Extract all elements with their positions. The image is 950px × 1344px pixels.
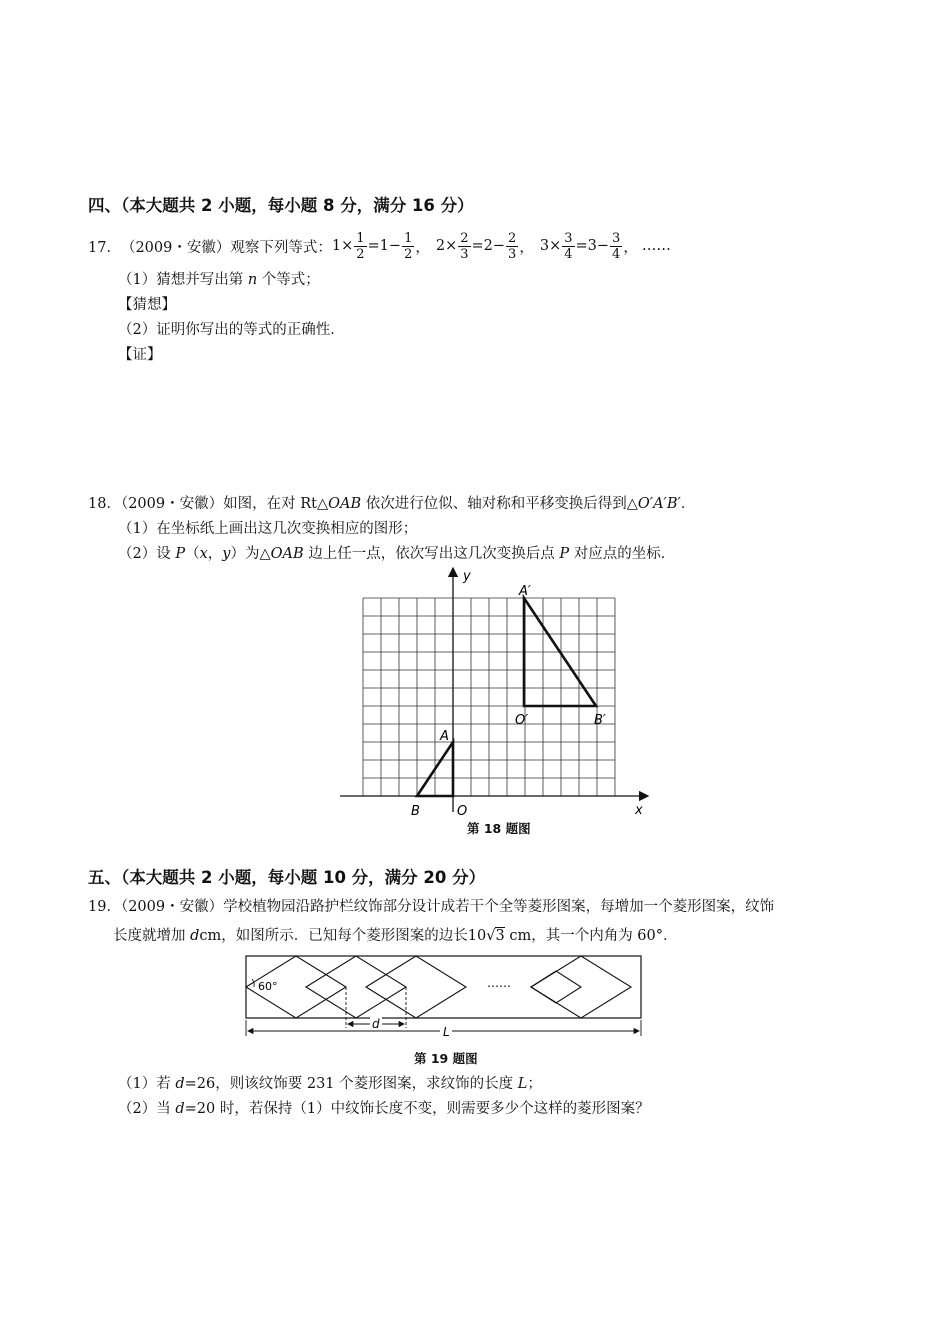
- q17-answer1-label: 【猜想】: [118, 297, 176, 313]
- rhombus: [306, 956, 406, 1018]
- section-5-title: 五、（本大题共 2 小题，每小题 10 分，满分 20 分）: [88, 868, 486, 887]
- point-A-label: A: [440, 729, 449, 744]
- q18-part2: （2）设 P（x，y）为△OAB 边上任一点，依次写出这几次变换后点 P 对应点的坐标．: [118, 546, 676, 562]
- q19-stem-line2: 长度就增加 dcm，如图所示．已知每个菱形图案的边长10√3 cm，其一个内角为 60°．: [113, 928, 678, 944]
- rhombi: [246, 956, 631, 1018]
- rhombus: [531, 971, 581, 1003]
- L-label: L: [443, 1025, 450, 1039]
- figure-18-caption: 第 18 题图: [467, 821, 531, 836]
- q17-stem: [88, 228, 671, 264]
- equation-2: 2 × $\frac{2}{3}$ =2− $\frac{2}{3}$ ，: [435, 230, 534, 262]
- point-O-label: O: [457, 804, 468, 819]
- ellipsis: ……: [641, 238, 671, 254]
- q19-part1: （1）若 d=26，则该纹饰要 231 个菱形图案，求纹饰的长度 L；: [118, 1076, 542, 1092]
- section-4-title: 四、（本大题共 2 小题，每小题 8 分，满分 16 分）: [88, 196, 474, 215]
- continuation-dots: ……: [487, 976, 511, 990]
- point-B-label: B: [411, 804, 420, 819]
- coordinate-grid-figure: [330, 562, 660, 820]
- q18-stem: 18．（2009・安徽）如图，在对 Rt△OAB 依次进行位似、轴对称和平移变换后得到△O′A′B′．: [88, 496, 696, 512]
- q18-part1: （1）在坐标纸上画出这几次变换相应的图形；: [118, 521, 418, 537]
- y-axis-label: y: [463, 569, 471, 584]
- q17-answer2-label: 【证】: [118, 347, 162, 363]
- grid-lines: [363, 598, 615, 796]
- q17-part1: （1）猜想并写出第 n 个等式；: [118, 272, 320, 288]
- q17-source: （2009・安徽）: [120, 239, 231, 256]
- x-axis-label: x: [635, 803, 643, 818]
- figure-19-caption: 第 19 题图: [414, 1051, 478, 1066]
- sqrt-symbol: √: [486, 928, 496, 944]
- q17-part2: （2）证明你写出的等式的正确性．: [118, 322, 345, 338]
- point-A-prime-label: A′: [519, 584, 531, 599]
- q17-number: 17．: [88, 239, 121, 256]
- equation-1: 1 × $\frac{1}{2}$ =1− $\frac{1}{2}$ ，: [331, 230, 430, 262]
- point-B-prime-label: B′: [594, 713, 606, 728]
- q19-part2: （2）当 d=20 时，若保持（1）中纹饰长度不变，则需要多少个这样的菱形图案？: [118, 1101, 650, 1117]
- point-O-prime-label: O′: [515, 713, 529, 728]
- q17-stem-text: 观察下列等式：: [230, 239, 332, 256]
- rhombus-pattern-figure: [244, 954, 644, 1044]
- angle-label: 60°: [258, 980, 278, 993]
- d-label: d: [372, 1017, 380, 1031]
- rhombus: [366, 956, 466, 1018]
- equation-3: 3 × $\frac{3}{4}$ =3− $\frac{3}{4}$ ，: [539, 230, 638, 262]
- q19-stem-line1: 19．（2009・安徽）学校植物园沿路护栏纹饰部分设计成若干个全等菱形图案，每增加一个菱形图案，纹饰: [88, 899, 775, 915]
